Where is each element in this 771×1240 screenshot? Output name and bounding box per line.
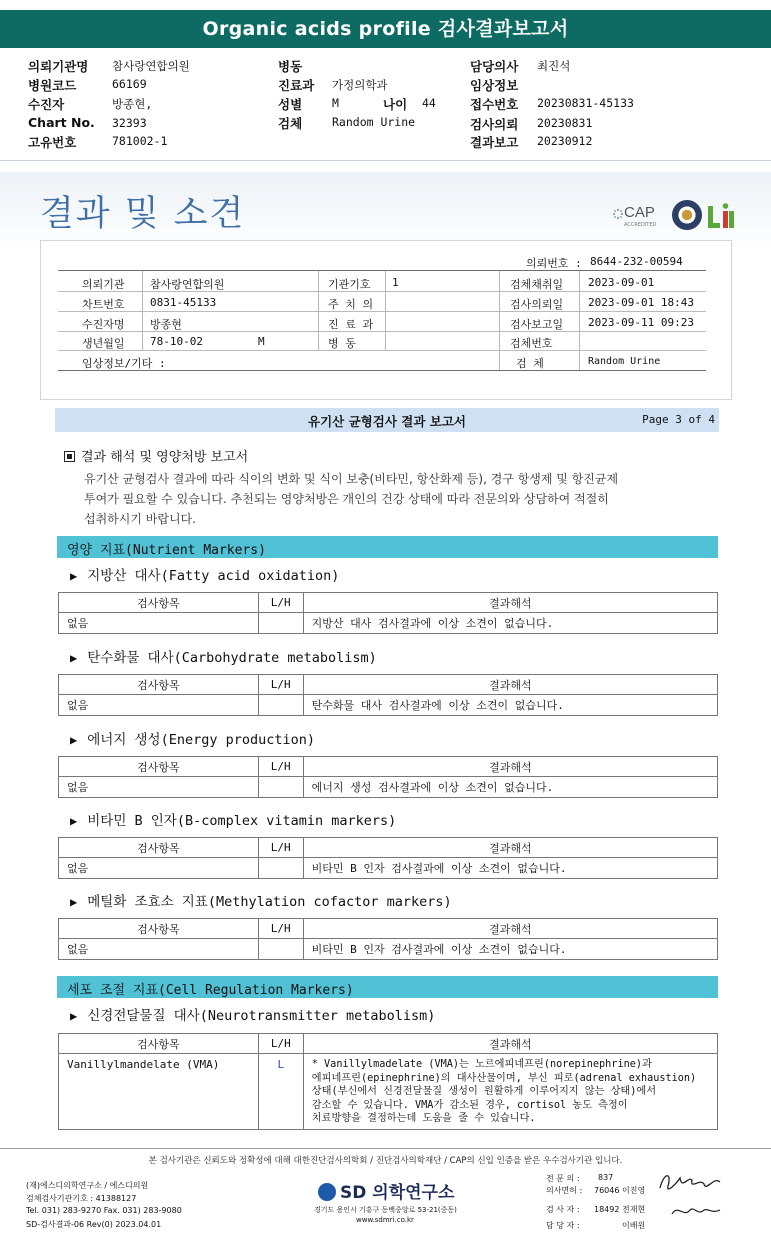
col-header: L/H	[258, 757, 303, 777]
interpretation-line: 유기산 균형검사 결과에 따라 식이의 변화 및 식이 보충(비타민, 항산화제 등), 경구 항생제 및 항진균제	[84, 472, 619, 486]
section-bar-label: 세포 조절 지표(Cell Regulation Markers)	[67, 983, 354, 998]
footer-sign-value: 18492 전재현	[594, 1205, 646, 1214]
cell-lh	[258, 695, 303, 716]
col-header: L/H	[258, 838, 303, 858]
group-title	[70, 890, 452, 910]
request-no: 8644-232-00594	[590, 255, 683, 268]
header-label: 의뢰기관명	[28, 59, 89, 74]
col-header: 검사항목	[59, 1034, 259, 1054]
footer-url: www.sdmri.co.kr	[356, 1216, 414, 1224]
table-col-rule	[385, 271, 386, 350]
header-label: 접수번호	[470, 97, 519, 112]
result-line: 상태(부신에서 신경전달물질 생성이 원활하게 이루어지지 않는 상태)에서	[311, 1086, 657, 1097]
header-value: 66169	[112, 77, 147, 91]
interpretation-heading	[64, 446, 248, 465]
request-label: 진 료 과	[328, 318, 374, 331]
table-col-rule	[499, 271, 500, 370]
certification-logo	[706, 202, 736, 230]
footer-sign-label: 전 문 의 :	[546, 1174, 580, 1183]
header-value: 최진석	[537, 59, 571, 73]
request-value: 2023-09-01	[588, 276, 655, 289]
header-label: 검사의뢰	[470, 117, 519, 132]
footer-sign-label: 담 당 자 :	[546, 1221, 580, 1230]
request-label: 주 치 의	[328, 298, 374, 311]
request-value: 2023-09-11 09:23	[588, 316, 694, 329]
request-value: Random Urine	[588, 356, 661, 367]
request-label: 생년월일	[82, 337, 125, 350]
col-header: L/H	[258, 675, 303, 695]
cell-item: 없음	[59, 777, 259, 798]
triangle-icon: ▶	[70, 1009, 78, 1023]
request-label: 의뢰기관	[82, 278, 125, 291]
section-bar-cell-regulation	[57, 976, 718, 998]
col-header: L/H	[258, 919, 303, 939]
result-line: 감소할 수 있습니다. VMA가 감소된 경우, cortisol 농도 측정이	[311, 1099, 628, 1111]
divider	[0, 160, 771, 161]
doctor-signature	[654, 1166, 732, 1224]
table-rule	[58, 350, 706, 351]
col-header: 결과해석	[303, 919, 717, 939]
header-label: 진료과	[278, 78, 315, 93]
header-label: 수진자	[28, 97, 65, 112]
header-label: 성별	[278, 97, 303, 112]
footer-sign-value: 76046 이진영	[594, 1186, 646, 1195]
footer-divider	[0, 1148, 771, 1149]
report-title: Organic acids profile 검사결과보고서	[0, 10, 771, 48]
request-value: 2023-09-01 18:43	[588, 296, 694, 309]
section-bar-nutrient	[57, 536, 718, 558]
col-header: L/H	[258, 1034, 303, 1054]
cell-lh: L	[258, 1054, 303, 1130]
header-value: 44	[422, 96, 436, 110]
request-value: 1	[392, 276, 399, 289]
group-title-text: 에너지 생성(Energy production)	[87, 732, 315, 748]
col-header: 결과해석	[303, 757, 717, 777]
footer-rev: SD-검사결과-06 Rev(0) 2023.04.01	[26, 1220, 162, 1229]
footer-note: 본 검사기관은 신뢰도와 정확성에 대해 대한진단검사의학회 / 진단검사의학재단 / CAP의 신입 인증을 받은 우수검사기관 입니다.	[148, 1156, 623, 1166]
col-header: L/H	[258, 593, 303, 613]
triangle-icon: ▶	[70, 733, 78, 747]
cell-item: 없음	[59, 613, 259, 634]
header-value: Random Urine	[332, 115, 416, 129]
group-title	[70, 646, 377, 666]
header-value: 20230831	[537, 116, 593, 130]
group-title-text: 지방산 대사(Fatty acid oxidation)	[87, 568, 340, 584]
header-value: 방종현,	[112, 97, 153, 111]
cap-logo	[612, 202, 668, 232]
result-table	[58, 592, 718, 634]
section-bar-label: 영양 지표(Nutrient Markers)	[67, 543, 266, 558]
footer-code: 검체검사기관기호 : 41388127	[26, 1194, 137, 1203]
cell-item: 없음	[59, 695, 259, 716]
group-title	[70, 809, 396, 829]
col-header: 결과해석	[303, 838, 717, 858]
report-title-kr: 유기산 균형검사 결과 보고서	[308, 414, 466, 429]
group-title	[70, 1004, 435, 1024]
request-value-sex: M	[258, 335, 265, 348]
triangle-icon: ▶	[70, 814, 78, 828]
cell-lh	[258, 613, 303, 634]
cell-result: 지방산 대사 검사결과에 이상 소견이 없습니다.	[303, 613, 717, 634]
interpretation-text	[84, 469, 694, 529]
request-label: 수진자명	[82, 318, 125, 331]
header-value: 참사랑연합의원	[112, 59, 190, 73]
cell-result: 비타민 B 인자 검사결과에 이상 소견이 없습니다.	[303, 939, 717, 960]
result-table	[58, 1033, 718, 1130]
request-label: 기관기호	[328, 278, 371, 291]
interpretation-line: 섭취하시기 바랍니다.	[84, 512, 196, 526]
col-header: 검사항목	[59, 757, 259, 777]
header-value: 20230831-45133	[537, 96, 634, 110]
triangle-icon: ▶	[70, 569, 78, 583]
cell-result: 에너지 생성 검사결과에 이상 소견이 없습니다.	[303, 777, 717, 798]
request-label: 검체번호	[510, 337, 553, 350]
group-title	[70, 564, 339, 584]
request-label: 차트번호	[82, 298, 125, 311]
interpretation-line: 투여가 필요할 수 있습니다. 추천되는 영양처방은 개인의 건강 상태에 따라 전문의와 상담하여 적절히	[84, 492, 609, 506]
cap-logo-sub: ACCREDITED	[624, 222, 657, 228]
cell-lh	[258, 858, 303, 879]
group-title-text: 비타민 B 인자(B-complex vitamin markers)	[87, 813, 397, 829]
request-label: 임상정보/기타 :	[82, 357, 166, 370]
cell-lh	[258, 939, 303, 960]
cell-result: 탄수화물 대사 검사결과에 이상 소견이 없습니다.	[303, 695, 717, 716]
result-table	[58, 837, 718, 879]
table-rule	[58, 270, 706, 271]
seal-logo	[672, 200, 702, 230]
header-label: 검체	[278, 116, 303, 131]
result-table	[58, 674, 718, 716]
triangle-icon: ▶	[70, 651, 78, 665]
cell-result	[303, 1054, 717, 1130]
col-header: 검사항목	[59, 838, 259, 858]
header-value: 32393	[112, 116, 147, 130]
cell-item: 없음	[59, 858, 259, 879]
header-value: 가정의학과	[332, 78, 388, 92]
col-header: 검사항목	[59, 675, 259, 695]
cell-item: Vanillylmandelate (VMA)	[59, 1054, 259, 1130]
header-value: 781002-1	[112, 134, 168, 148]
result-line: 에피네프린(epinephrine)의 대사산물이며, 부신 피로(adrenal exhaustion)	[311, 1072, 697, 1084]
sd-logo-text: SD 의학연구소	[340, 1183, 455, 1203]
request-label: 검 체	[516, 357, 544, 370]
footer-phone: Tel. 031) 283-9270 Fax. 031) 283-9080	[26, 1206, 182, 1215]
sd-logo-icon	[318, 1183, 336, 1201]
footer-sign-value: 837	[598, 1173, 614, 1182]
request-value: 참사랑연합의원	[150, 278, 225, 291]
result-table	[58, 756, 718, 798]
result-table	[58, 918, 718, 960]
header-value: 20230912	[537, 134, 593, 148]
table-col-rule	[142, 271, 143, 350]
request-value: 78-10-02	[150, 335, 203, 348]
header-label: 결과보고	[470, 135, 519, 150]
request-label: 검사의뢰일	[510, 298, 564, 311]
request-no-label: 의뢰번호 :	[526, 257, 582, 270]
cell-result: 비타민 B 인자 검사결과에 이상 소견이 없습니다.	[303, 858, 717, 879]
col-header: 결과해석	[303, 593, 717, 613]
section-title: 결과 및 소견	[40, 194, 246, 234]
group-title-text: 메틸화 조효소 지표(Methylation cofactor markers)	[87, 894, 452, 910]
header-label: 담당의사	[470, 59, 519, 74]
footer-sign-label: 의사면허 :	[546, 1186, 583, 1195]
header-label: Chart No.	[28, 115, 95, 130]
table-col-rule	[579, 271, 580, 370]
checkbox-icon	[64, 451, 75, 462]
header-label: 임상정보	[470, 78, 519, 93]
result-line: 치료방향을 결정하는데 도움을 줄 수 있습니다.	[311, 1113, 536, 1124]
group-title-text: 탄수화물 대사(Carbohydrate metabolism)	[87, 650, 377, 666]
request-value: 방종현	[150, 318, 182, 331]
footer-sign-value: 이배원	[622, 1221, 646, 1230]
triangle-icon: ▶	[70, 895, 78, 909]
request-label: 검사보고일	[510, 318, 564, 331]
interpretation-heading-text: 결과 해석 및 영양처방 보고서	[81, 450, 249, 465]
group-title-text: 신경전달물질 대사(Neurotransmitter metabolism)	[87, 1008, 436, 1024]
col-header: 결과해석	[303, 675, 717, 695]
header-label: 병원코드	[28, 78, 77, 93]
footer-address: 경기도 용인시 기흥구 동백중앙로 53-21(중동)	[314, 1206, 457, 1214]
cell-lh	[258, 777, 303, 798]
header-label: 고유번호	[28, 135, 77, 150]
footer-org: (재)에스디의학연구소 / 에스디의원	[26, 1181, 149, 1190]
request-label: 검체채취일	[510, 278, 564, 291]
header-value: M	[332, 96, 339, 110]
cap-logo-text: CAP	[624, 204, 655, 221]
page-indicator: Page 3 of 4	[642, 413, 715, 426]
sd-logo	[318, 1178, 454, 1203]
result-line: * Vanillylmadelate (VMA)는 노르에피네프린(norepinephrine)과	[311, 1059, 652, 1070]
col-header: 검사항목	[59, 593, 259, 613]
header-label: 병동	[278, 59, 303, 74]
table-rule	[58, 311, 706, 312]
report-header-bar	[55, 408, 719, 432]
cell-item: 없음	[59, 939, 259, 960]
group-title	[70, 728, 315, 748]
header-label: 나이	[383, 97, 408, 112]
table-col-rule	[318, 271, 319, 350]
request-label: 병 동	[328, 337, 356, 350]
col-header: 결과해석	[303, 1034, 717, 1054]
request-value: 0831-45133	[150, 296, 217, 309]
footer-sign-label: 검 사 자 :	[546, 1205, 580, 1214]
col-header: 검사항목	[59, 919, 259, 939]
